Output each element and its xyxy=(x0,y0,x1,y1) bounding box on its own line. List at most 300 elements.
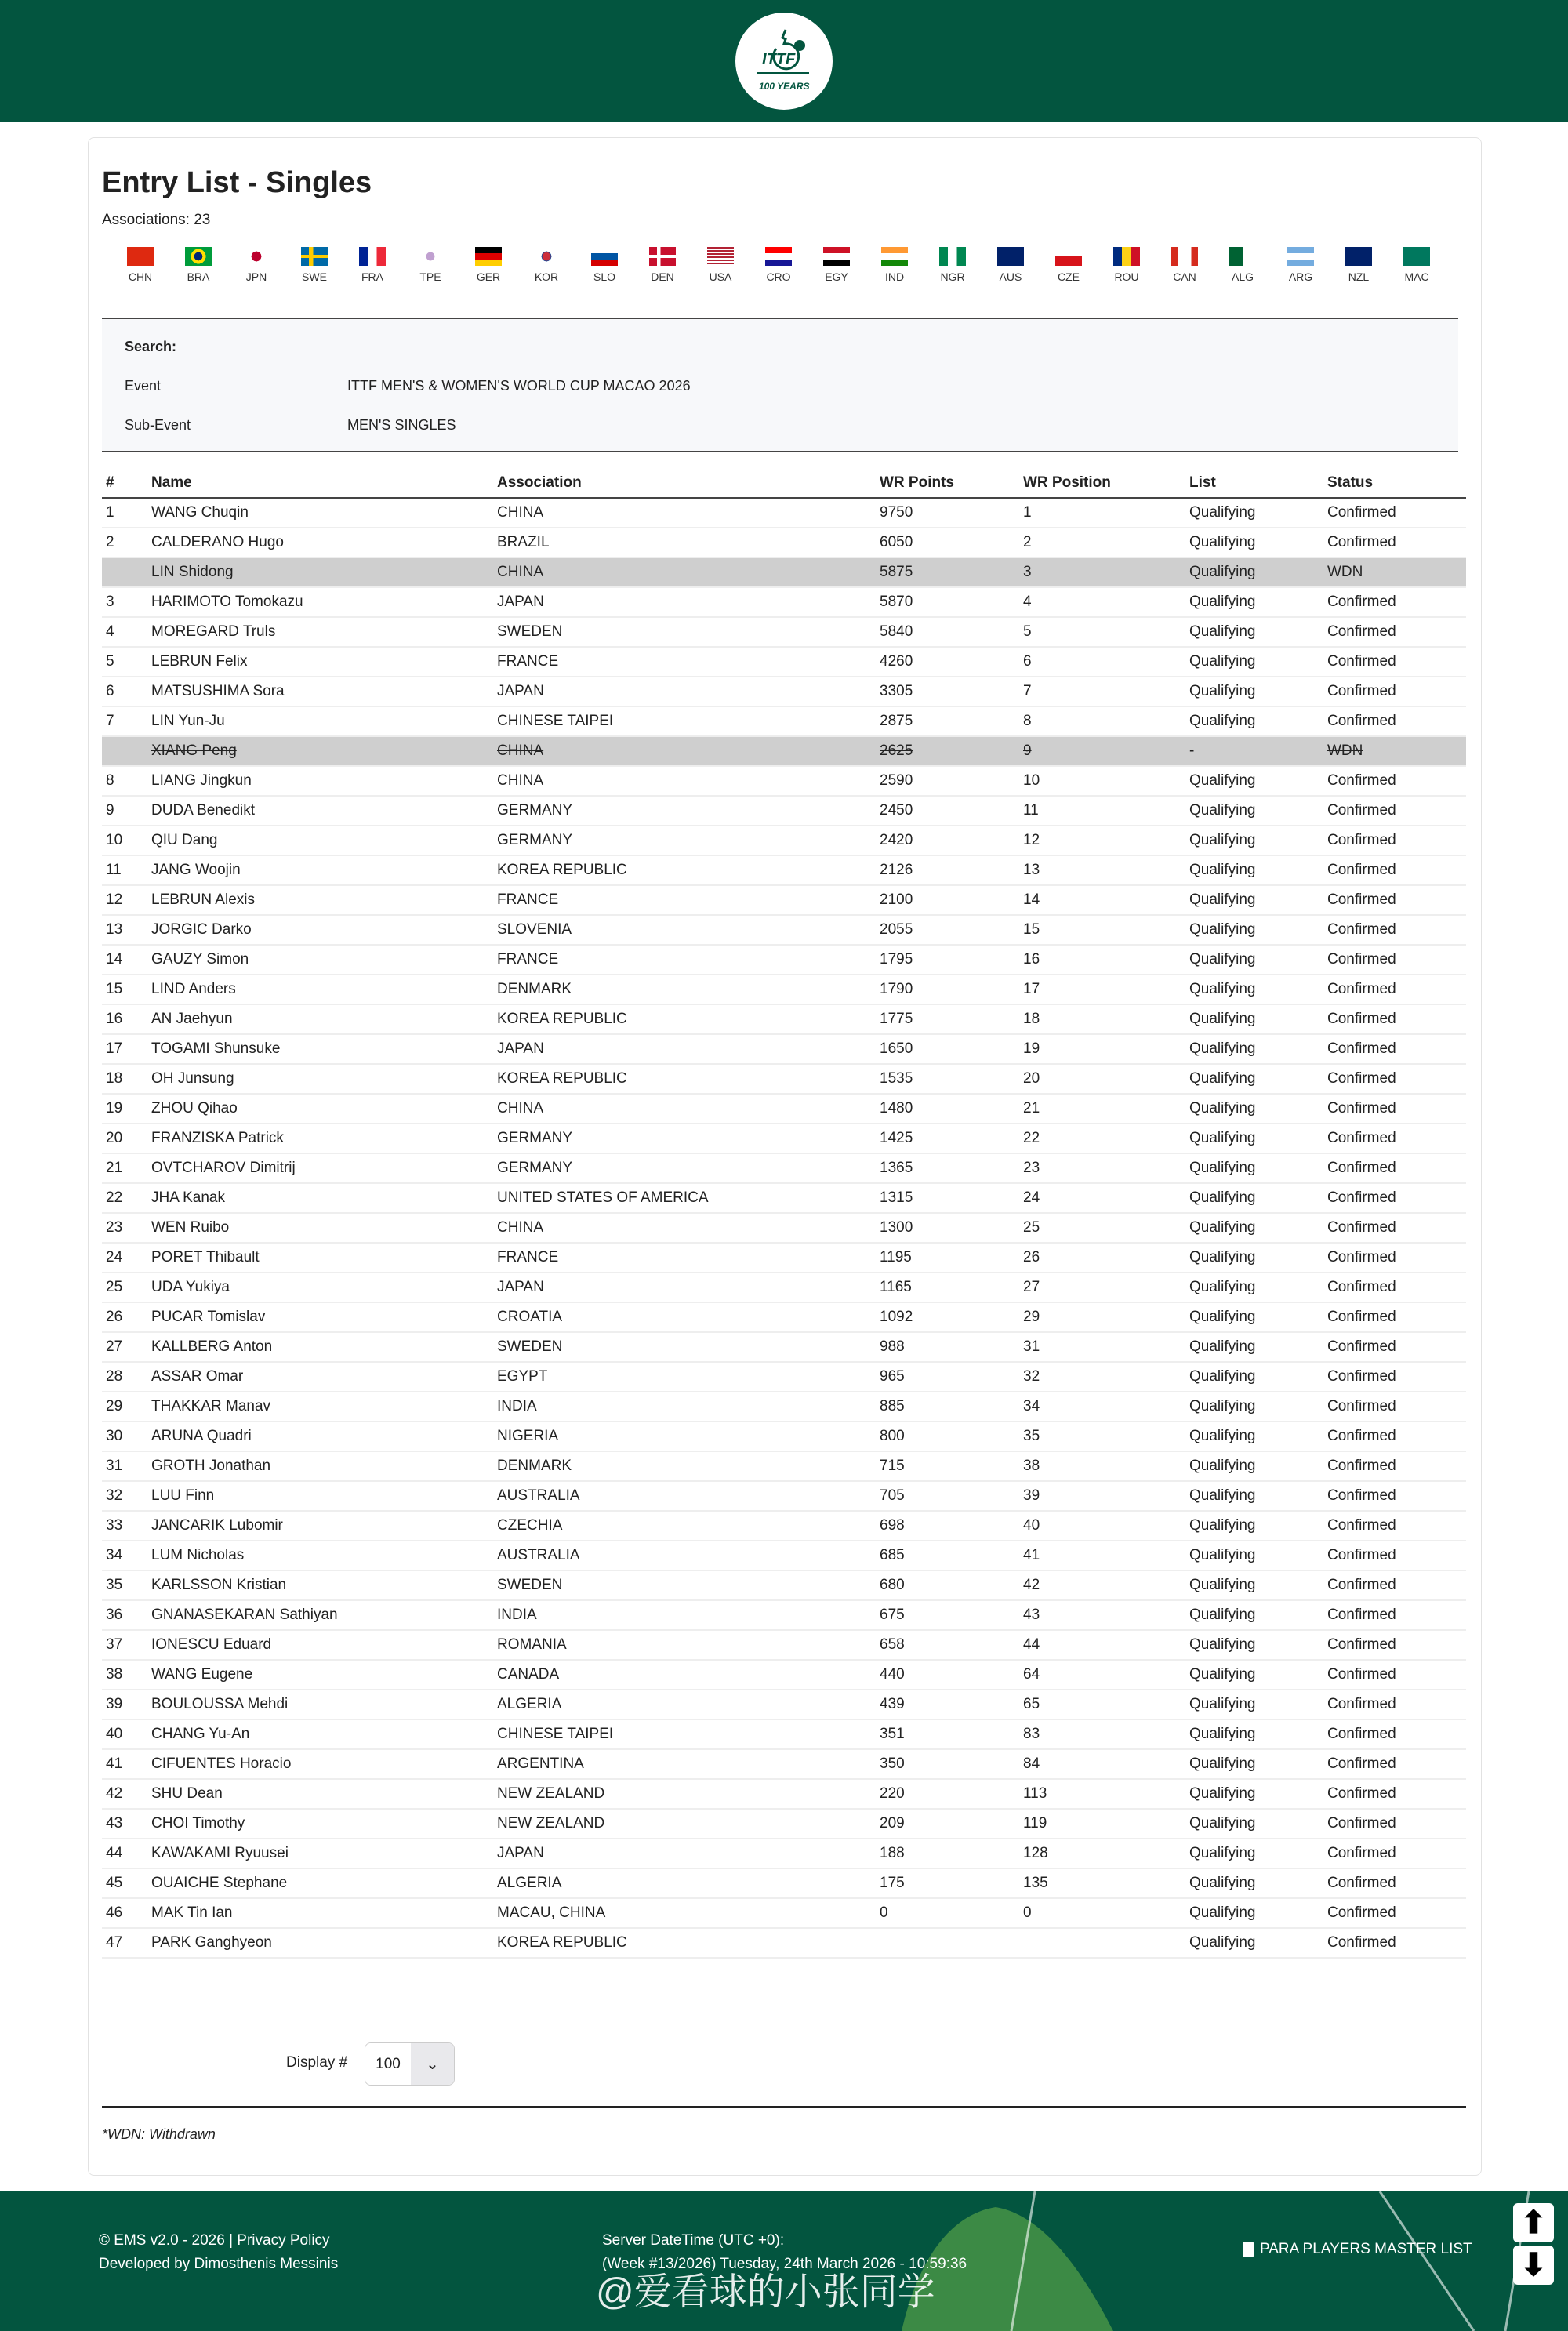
header-list[interactable]: List xyxy=(1185,468,1323,498)
col-wr-position: 16 xyxy=(1019,945,1185,975)
col-status: Confirmed xyxy=(1323,1660,1466,1690)
col-list: Qualifying xyxy=(1185,1362,1323,1392)
col-status: Confirmed xyxy=(1323,1719,1466,1749)
col-name: CIFUENTES Horacio xyxy=(147,1749,493,1779)
col-association: SWEDEN xyxy=(493,617,876,647)
flag-icon xyxy=(765,247,792,266)
watermark: @爱看球的小张同学 xyxy=(596,2271,935,2313)
flag-code: NZL xyxy=(1348,270,1370,283)
flag-egy[interactable] xyxy=(808,247,866,283)
col-status: Confirmed xyxy=(1323,1898,1466,1928)
col-number: 19 xyxy=(102,1094,147,1124)
col-name: ARUNA Quadri xyxy=(147,1421,493,1451)
col-list: Qualifying xyxy=(1185,915,1323,945)
col-number: 17 xyxy=(102,1034,147,1064)
flag-icon xyxy=(1403,247,1430,266)
col-list: Qualifying xyxy=(1185,647,1323,677)
table-row xyxy=(102,1153,1466,1183)
col-association: INDIA xyxy=(493,1600,876,1630)
col-wr-position: 39 xyxy=(1019,1481,1185,1511)
col-number: 23 xyxy=(102,1213,147,1243)
flag-icon xyxy=(649,247,676,266)
col-name: GAUZY Simon xyxy=(147,945,493,975)
col-wr-position: 64 xyxy=(1019,1660,1185,1690)
col-list: Qualifying xyxy=(1185,1064,1323,1094)
col-status: Confirmed xyxy=(1323,1183,1466,1213)
flag-can[interactable] xyxy=(1156,247,1214,283)
col-status: WDN xyxy=(1323,736,1466,766)
col-wr-position: 15 xyxy=(1019,915,1185,945)
col-list: Qualifying xyxy=(1185,1511,1323,1541)
col-wr-points: 2055 xyxy=(876,915,1019,945)
col-wr-points: 705 xyxy=(876,1481,1019,1511)
col-name: LIND Anders xyxy=(147,975,493,1004)
col-association: CHINESE TAIPEI xyxy=(493,1719,876,1749)
para-players-link[interactable] xyxy=(1243,2241,1472,2258)
table-row xyxy=(102,1928,1466,1958)
col-name: FRANZISKA Patrick xyxy=(147,1124,493,1153)
col-association: NEW ZEALAND xyxy=(493,1779,876,1809)
col-wr-points: 988 xyxy=(876,1332,1019,1362)
table-row xyxy=(102,1124,1466,1153)
col-wr-points: 2100 xyxy=(876,885,1019,915)
col-name: HARIMOTO Tomokazu xyxy=(147,587,493,617)
table-row xyxy=(102,1243,1466,1273)
col-wr-position: 5 xyxy=(1019,617,1185,647)
col-status: Confirmed xyxy=(1323,1362,1466,1392)
col-name: WANG Chuqin xyxy=(147,498,493,528)
flag-code: AUS xyxy=(999,270,1022,283)
col-number: 6 xyxy=(102,677,147,706)
flag-code: JPN xyxy=(245,270,267,283)
table-row xyxy=(102,855,1466,885)
col-association: AUSTRALIA xyxy=(493,1541,876,1570)
col-association: DENMARK xyxy=(493,975,876,1004)
col-number: 16 xyxy=(102,1004,147,1034)
col-wr-position: 17 xyxy=(1019,975,1185,1004)
col-list: Qualifying xyxy=(1185,1153,1323,1183)
header-number[interactable]: # xyxy=(102,468,147,498)
col-wr-points: 209 xyxy=(876,1809,1019,1839)
col-wr-position: 32 xyxy=(1019,1362,1185,1392)
col-name: JHA Kanak xyxy=(147,1183,493,1213)
col-number: 12 xyxy=(102,885,147,915)
col-number: 47 xyxy=(102,1928,147,1958)
col-status: Confirmed xyxy=(1323,647,1466,677)
col-wr-points: 698 xyxy=(876,1511,1019,1541)
col-association: NIGERIA xyxy=(493,1421,876,1451)
col-association: JAPAN xyxy=(493,587,876,617)
table-row xyxy=(102,885,1466,915)
col-name: JANG Woojin xyxy=(147,855,493,885)
col-wr-position: 4 xyxy=(1019,587,1185,617)
flag-slo[interactable] xyxy=(575,247,633,283)
col-name: CHOI Timothy xyxy=(147,1809,493,1839)
col-wr-position: 2 xyxy=(1019,528,1185,557)
document-icon xyxy=(1243,2242,1254,2257)
col-status: Confirmed xyxy=(1323,1302,1466,1332)
col-wr-points: 2875 xyxy=(876,706,1019,736)
search-heading: Search: xyxy=(125,339,177,354)
col-list: Qualifying xyxy=(1185,975,1323,1004)
col-wr-points: 351 xyxy=(876,1719,1019,1749)
col-association: GERMANY xyxy=(493,1124,876,1153)
search-panel xyxy=(102,318,1458,452)
flag-icon xyxy=(1055,247,1082,266)
table-row xyxy=(102,617,1466,647)
col-status: Confirmed xyxy=(1323,1332,1466,1362)
table-row xyxy=(102,1183,1466,1213)
col-wr-points: 675 xyxy=(876,1600,1019,1630)
col-list: Qualifying xyxy=(1185,1183,1323,1213)
table-row xyxy=(102,1570,1466,1600)
col-wr-position: 83 xyxy=(1019,1719,1185,1749)
col-name: XIANG Peng xyxy=(147,736,493,766)
col-wr-position: 6 xyxy=(1019,647,1185,677)
col-list: Qualifying xyxy=(1185,855,1323,885)
col-list: Qualifying xyxy=(1185,1660,1323,1690)
col-number: 26 xyxy=(102,1302,147,1332)
flag-code: USA xyxy=(709,270,732,283)
col-wr-points: 350 xyxy=(876,1749,1019,1779)
flag-jpn[interactable] xyxy=(227,247,285,283)
flag-icon xyxy=(533,247,560,266)
col-wr-points: 440 xyxy=(876,1660,1019,1690)
col-number: 8 xyxy=(102,766,147,796)
entry-table xyxy=(102,468,1466,1959)
flag-kor[interactable] xyxy=(517,247,575,283)
flag-chn[interactable] xyxy=(111,247,169,283)
flag-icon xyxy=(591,247,618,266)
col-list: Qualifying xyxy=(1185,826,1323,855)
col-association: JAPAN xyxy=(493,1034,876,1064)
col-wr-position xyxy=(1019,1928,1185,1958)
col-status: Confirmed xyxy=(1323,1481,1466,1511)
table-row xyxy=(102,1898,1466,1928)
flag-cro[interactable] xyxy=(750,247,808,283)
table-row xyxy=(102,1809,1466,1839)
col-name: WANG Eugene xyxy=(147,1660,493,1690)
header-wr-position[interactable]: WR Position xyxy=(1019,468,1185,498)
col-wr-position: 13 xyxy=(1019,855,1185,885)
flag-usa[interactable] xyxy=(691,247,750,283)
para-players-label: PARA PLAYERS MASTER LIST xyxy=(1260,2241,1472,2257)
table-row xyxy=(102,587,1466,617)
col-number: 46 xyxy=(102,1898,147,1928)
col-wr-points: 1535 xyxy=(876,1064,1019,1094)
col-wr-position: 11 xyxy=(1019,796,1185,826)
col-wr-points: 2590 xyxy=(876,766,1019,796)
flag-code: TPE xyxy=(419,270,441,283)
col-association: CZECHIA xyxy=(493,1511,876,1541)
flag-rou[interactable] xyxy=(1098,247,1156,283)
col-number: 41 xyxy=(102,1749,147,1779)
col-name: WEN Ruibo xyxy=(147,1213,493,1243)
col-association: SWEDEN xyxy=(493,1332,876,1362)
col-number: 25 xyxy=(102,1273,147,1302)
col-association: CROATIA xyxy=(493,1302,876,1332)
col-wr-points: 5870 xyxy=(876,587,1019,617)
col-wr-position: 27 xyxy=(1019,1273,1185,1302)
flag-icon xyxy=(243,247,270,266)
col-name: SHU Dean xyxy=(147,1779,493,1809)
col-name: DUDA Benedikt xyxy=(147,796,493,826)
col-association: FRANCE xyxy=(493,647,876,677)
col-wr-points: 1480 xyxy=(876,1094,1019,1124)
col-status: Confirmed xyxy=(1323,826,1466,855)
col-list: Qualifying xyxy=(1185,1302,1323,1332)
col-list: Qualifying xyxy=(1185,1332,1323,1362)
col-number: 33 xyxy=(102,1511,147,1541)
header-name[interactable]: Name xyxy=(147,468,493,498)
col-association: ROMANIA xyxy=(493,1630,876,1660)
col-name: QIU Dang xyxy=(147,826,493,855)
table-row xyxy=(102,766,1466,796)
col-wr-position: 25 xyxy=(1019,1213,1185,1243)
col-wr-points: 685 xyxy=(876,1541,1019,1570)
col-name: TOGAMI Shunsuke xyxy=(147,1034,493,1064)
col-association: JAPAN xyxy=(493,1839,876,1868)
table-row xyxy=(102,1839,1466,1868)
col-number: 42 xyxy=(102,1779,147,1809)
col-number: 28 xyxy=(102,1362,147,1392)
col-association: CHINA xyxy=(493,1213,876,1243)
col-number: 7 xyxy=(102,706,147,736)
col-list: Qualifying xyxy=(1185,1779,1323,1809)
flag-code: CAN xyxy=(1173,270,1196,283)
col-number: 13 xyxy=(102,915,147,945)
header-wr-points[interactable]: WR Points xyxy=(876,468,1019,498)
col-status: Confirmed xyxy=(1323,1541,1466,1570)
col-wr-position: 119 xyxy=(1019,1809,1185,1839)
flag-icon xyxy=(1345,247,1372,266)
col-status: Confirmed xyxy=(1323,1749,1466,1779)
col-wr-points: 1195 xyxy=(876,1243,1019,1273)
col-wr-position: 1 xyxy=(1019,498,1185,528)
col-list: Qualifying xyxy=(1185,1004,1323,1034)
col-association: CHINA xyxy=(493,766,876,796)
col-wr-position: 35 xyxy=(1019,1421,1185,1451)
col-association: JAPAN xyxy=(493,1273,876,1302)
col-status: Confirmed xyxy=(1323,677,1466,706)
col-status: Confirmed xyxy=(1323,1451,1466,1481)
col-list: Qualifying xyxy=(1185,1898,1323,1928)
col-list: Qualifying xyxy=(1185,766,1323,796)
col-wr-position: 41 xyxy=(1019,1541,1185,1570)
col-association: KOREA REPUBLIC xyxy=(493,855,876,885)
flag-den[interactable] xyxy=(633,247,691,283)
flag-ngr[interactable] xyxy=(924,247,982,283)
col-list: Qualifying xyxy=(1185,498,1323,528)
scroll-down-button[interactable]: ⬇ xyxy=(1513,2246,1554,2285)
flag-tpe[interactable] xyxy=(401,247,459,283)
col-list: Qualifying xyxy=(1185,1719,1323,1749)
col-wr-position: 10 xyxy=(1019,766,1185,796)
col-list: Qualifying xyxy=(1185,1630,1323,1660)
col-status: WDN xyxy=(1323,557,1466,587)
col-wr-points: 1790 xyxy=(876,975,1019,1004)
flag-code: ARG xyxy=(1288,270,1313,283)
col-association: MACAU, CHINA xyxy=(493,1898,876,1928)
server-time: (Week #13/2026) Tuesday, 24th March 2026 - 10:59:36 xyxy=(602,2256,967,2272)
col-wr-points: 175 xyxy=(876,1868,1019,1898)
col-list: Qualifying xyxy=(1185,557,1323,587)
col-list: Qualifying xyxy=(1185,885,1323,915)
col-status: Confirmed xyxy=(1323,1928,1466,1958)
svg-text:100 YEARS: 100 YEARS xyxy=(759,81,810,92)
col-wr-position: 38 xyxy=(1019,1451,1185,1481)
col-name: PORET Thibault xyxy=(147,1243,493,1273)
flag-code: SWE xyxy=(302,270,327,283)
flag-swe[interactable] xyxy=(285,247,343,283)
col-list: Qualifying xyxy=(1185,945,1323,975)
table-row xyxy=(102,1302,1466,1332)
col-name: THAKKAR Manav xyxy=(147,1392,493,1421)
header-status[interactable]: Status xyxy=(1323,468,1466,498)
flag-code: NGR xyxy=(940,270,965,283)
col-status: Confirmed xyxy=(1323,1243,1466,1273)
ittf-logo[interactable] xyxy=(735,13,833,110)
col-status: Confirmed xyxy=(1323,1511,1466,1541)
col-wr-points: 1775 xyxy=(876,1004,1019,1034)
col-status: Confirmed xyxy=(1323,1392,1466,1421)
table-row xyxy=(102,1868,1466,1898)
flag-ind[interactable] xyxy=(866,247,924,283)
flag-aus[interactable] xyxy=(982,247,1040,283)
flag-nzl[interactable] xyxy=(1330,247,1388,283)
col-association: GERMANY xyxy=(493,1153,876,1183)
col-wr-position: 0 xyxy=(1019,1898,1185,1928)
col-number: 35 xyxy=(102,1570,147,1600)
table-row xyxy=(102,1034,1466,1064)
table-row xyxy=(102,1600,1466,1630)
col-wr-position: 84 xyxy=(1019,1749,1185,1779)
col-name: JANCARIK Lubomir xyxy=(147,1511,493,1541)
flag-icon xyxy=(185,247,212,266)
col-wr-points: 220 xyxy=(876,1779,1019,1809)
col-status: Confirmed xyxy=(1323,885,1466,915)
flag-icon xyxy=(939,247,966,266)
col-list: Qualifying xyxy=(1185,1243,1323,1273)
scroll-up-button[interactable]: ⬆ xyxy=(1513,2203,1554,2242)
display-count-select[interactable] xyxy=(365,2042,455,2086)
table-row xyxy=(102,796,1466,826)
col-status: Confirmed xyxy=(1323,945,1466,975)
col-status: Confirmed xyxy=(1323,975,1466,1004)
flag-code: SLO xyxy=(593,270,615,283)
table-row xyxy=(102,1362,1466,1392)
col-list: Qualifying xyxy=(1185,677,1323,706)
flag-mac[interactable] xyxy=(1388,247,1446,283)
table-row xyxy=(102,706,1466,736)
flag-icon xyxy=(707,247,734,266)
col-wr-position: 26 xyxy=(1019,1243,1185,1273)
flag-icon xyxy=(475,247,502,266)
col-association: SLOVENIA xyxy=(493,915,876,945)
event-label: Event xyxy=(125,378,162,394)
table-row xyxy=(102,1660,1466,1690)
col-list: Qualifying xyxy=(1185,796,1323,826)
flag-bra[interactable] xyxy=(169,247,227,283)
col-number: 5 xyxy=(102,647,147,677)
flag-ger[interactable] xyxy=(459,247,517,283)
col-wr-position: 18 xyxy=(1019,1004,1185,1034)
col-list: Qualifying xyxy=(1185,1928,1323,1958)
col-status: Confirmed xyxy=(1323,915,1466,945)
flag-alg[interactable] xyxy=(1214,247,1272,283)
col-wr-position: 29 xyxy=(1019,1302,1185,1332)
col-number: 10 xyxy=(102,826,147,855)
col-name: KALLBERG Anton xyxy=(147,1332,493,1362)
flag-code: EGY xyxy=(825,270,848,283)
col-status: Confirmed xyxy=(1323,1839,1466,1868)
col-name: LEBRUN Alexis xyxy=(147,885,493,915)
col-wr-points: 1365 xyxy=(876,1153,1019,1183)
col-number: 29 xyxy=(102,1392,147,1421)
col-list: Qualifying xyxy=(1185,1124,1323,1153)
col-association: BRAZIL xyxy=(493,528,876,557)
flag-code: IND xyxy=(884,270,905,283)
col-number: 21 xyxy=(102,1153,147,1183)
flag-code: CHN xyxy=(128,270,153,283)
col-wr-position: 19 xyxy=(1019,1034,1185,1064)
flag-code: DEN xyxy=(651,270,674,283)
col-number: 34 xyxy=(102,1541,147,1570)
associations-count: Associations: 23 xyxy=(102,212,211,228)
col-wr-position: 20 xyxy=(1019,1064,1185,1094)
table-row xyxy=(102,1392,1466,1421)
col-name: GNANASEKARAN Sathiyan xyxy=(147,1600,493,1630)
table-row xyxy=(102,1332,1466,1362)
col-wr-points: 1795 xyxy=(876,945,1019,975)
col-list: Qualifying xyxy=(1185,1749,1323,1779)
col-name: LUU Finn xyxy=(147,1481,493,1511)
flag-arg[interactable] xyxy=(1272,247,1330,283)
flag-code: GER xyxy=(476,270,501,283)
table-row xyxy=(102,736,1466,766)
copyright-link[interactable]: © EMS v2.0 - 2026 | Privacy Policy xyxy=(99,2232,330,2249)
col-wr-points: 5875 xyxy=(876,557,1019,587)
col-wr-points: 2126 xyxy=(876,855,1019,885)
flag-cze[interactable] xyxy=(1040,247,1098,283)
col-wr-position: 34 xyxy=(1019,1392,1185,1421)
col-name: ASSAR Omar xyxy=(147,1362,493,1392)
col-number: 43 xyxy=(102,1809,147,1839)
col-status: Confirmed xyxy=(1323,617,1466,647)
col-association: ALGERIA xyxy=(493,1690,876,1719)
col-wr-points: 1425 xyxy=(876,1124,1019,1153)
col-association: FRANCE xyxy=(493,945,876,975)
col-association: CHINESE TAIPEI xyxy=(493,706,876,736)
col-list: Qualifying xyxy=(1185,587,1323,617)
col-association: DENMARK xyxy=(493,1451,876,1481)
flag-icon xyxy=(127,247,154,266)
header-association[interactable]: Association xyxy=(493,468,876,498)
col-number: 9 xyxy=(102,796,147,826)
chevron-down-icon: ⌄ xyxy=(411,2043,454,2085)
col-number: 14 xyxy=(102,945,147,975)
svg-text:ITTF: ITTF xyxy=(762,51,796,68)
col-status: Confirmed xyxy=(1323,587,1466,617)
flag-fra[interactable] xyxy=(343,247,401,283)
col-list: Qualifying xyxy=(1185,1600,1323,1630)
table-row xyxy=(102,1630,1466,1660)
col-association: EGYPT xyxy=(493,1362,876,1392)
table-row xyxy=(102,1004,1466,1034)
col-number: 15 xyxy=(102,975,147,1004)
col-wr-points: 715 xyxy=(876,1451,1019,1481)
col-list: Qualifying xyxy=(1185,1034,1323,1064)
